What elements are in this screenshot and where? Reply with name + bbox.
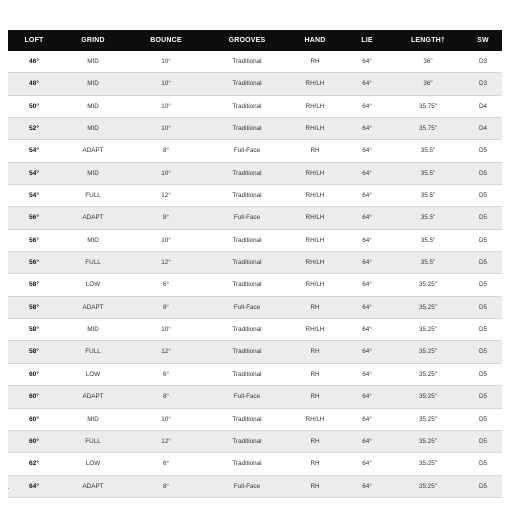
cell-grind: LOW: [60, 453, 126, 475]
table-row: [8, 296, 502, 318]
cell-length: 35.25": [392, 475, 464, 497]
cell-hand: RH: [288, 430, 342, 452]
cell-length: 35.25": [392, 363, 464, 385]
cell-sw: D3: [464, 51, 502, 73]
cell-lie: 64°: [342, 73, 392, 95]
header-row: [8, 30, 502, 51]
cell-bounce: 10°: [126, 408, 206, 430]
cell-grooves: Full-Face: [206, 475, 288, 497]
table-row: [8, 95, 502, 117]
cell-grooves: Full-Face: [206, 296, 288, 318]
cell-grooves: Traditional: [206, 185, 288, 207]
cell-grind: ADAPT: [60, 296, 126, 318]
cell-grind: FULL: [60, 341, 126, 363]
cell-loft: 50°: [8, 95, 60, 117]
cell-sw: D5: [464, 475, 502, 497]
cell-hand: RH: [288, 140, 342, 162]
cell-lie: 64°: [342, 274, 392, 296]
cell-length: 35.5": [392, 140, 464, 162]
cell-hand: RH: [288, 386, 342, 408]
cell-hand: RH: [288, 341, 342, 363]
table-row: [8, 341, 502, 363]
header-grooves: GROOVES: [228, 37, 266, 44]
cell-bounce: 8°: [126, 386, 206, 408]
table-row: [8, 140, 502, 162]
header-grind: GRIND: [81, 37, 105, 44]
cell-loft: 58°: [8, 319, 60, 341]
cell-sw: D5: [464, 252, 502, 274]
cell-loft: 64°: [8, 475, 60, 497]
cell-sw: D5: [464, 408, 502, 430]
cell-lie: 64°: [342, 140, 392, 162]
cell-hand: RH/LH: [288, 229, 342, 251]
cell-sw: D5: [464, 453, 502, 475]
cell-lie: 64°: [342, 118, 392, 140]
cell-grooves: Traditional: [206, 51, 288, 73]
cell-bounce: 12°: [126, 341, 206, 363]
cell-loft: 54°: [8, 140, 60, 162]
cell-grind: FULL: [60, 185, 126, 207]
cell-grooves: Traditional: [206, 274, 288, 296]
cell-grind: FULL: [60, 430, 126, 452]
cell-grind: FULL: [60, 252, 126, 274]
cell-grind: ADAPT: [60, 140, 126, 162]
cell-length: 35.5": [392, 252, 464, 274]
cell-grind: ADAPT: [60, 475, 126, 497]
cell-hand: RH: [288, 363, 342, 385]
table-row: [8, 386, 502, 408]
cell-bounce: 8°: [126, 140, 206, 162]
cell-loft: 60°: [8, 363, 60, 385]
cell-length: 35.5": [392, 207, 464, 229]
cell-grind: ADAPT: [60, 386, 126, 408]
cell-grooves: Traditional: [206, 118, 288, 140]
cell-hand: RH/LH: [288, 185, 342, 207]
cell-length: 35.25": [392, 341, 464, 363]
cell-grind: MID: [60, 408, 126, 430]
cell-length: 36": [392, 51, 464, 73]
cell-grooves: Traditional: [206, 162, 288, 184]
cell-sw: D5: [464, 319, 502, 341]
cell-bounce: 12°: [126, 430, 206, 452]
cell-loft: 60°: [8, 386, 60, 408]
cell-grooves: Traditional: [206, 319, 288, 341]
cell-hand: RH/LH: [288, 162, 342, 184]
cell-sw: D5: [464, 341, 502, 363]
cell-length: 35.75": [392, 118, 464, 140]
cell-hand: RH/LH: [288, 274, 342, 296]
cell-lie: 64°: [342, 386, 392, 408]
cell-bounce: 10°: [126, 162, 206, 184]
cell-length: 35.5": [392, 229, 464, 251]
table-row: [8, 118, 502, 140]
cell-lie: 64°: [342, 51, 392, 73]
cell-loft: 58°: [8, 274, 60, 296]
cell-bounce: 6°: [126, 363, 206, 385]
table-row: [8, 73, 502, 95]
header-sw: SW: [477, 37, 489, 44]
cell-lie: 64°: [342, 296, 392, 318]
cell-lie: 64°: [342, 162, 392, 184]
cell-sw: D5: [464, 207, 502, 229]
cell-length: 35.25": [392, 319, 464, 341]
cell-length: 35.25": [392, 453, 464, 475]
cell-hand: RH/LH: [288, 95, 342, 117]
table-row: [8, 430, 502, 452]
cell-lie: 64°: [342, 341, 392, 363]
cell-grind: MID: [60, 73, 126, 95]
header-hand: HAND: [304, 37, 326, 44]
cell-sw: D4: [464, 95, 502, 117]
cell-sw: D5: [464, 162, 502, 184]
cell-length: 35.25": [392, 274, 464, 296]
cell-hand: RH: [288, 51, 342, 73]
cell-sw: D5: [464, 185, 502, 207]
cell-loft: 54°: [8, 185, 60, 207]
cell-grind: ADAPT: [60, 207, 126, 229]
table-row: [8, 229, 502, 251]
cell-lie: 64°: [342, 95, 392, 117]
cell-lie: 64°: [342, 207, 392, 229]
footnote-mark: [8, 488, 9, 489]
cell-grind: MID: [60, 319, 126, 341]
cell-grooves: Traditional: [206, 229, 288, 251]
cell-lie: 64°: [342, 408, 392, 430]
cell-lie: 64°: [342, 453, 392, 475]
header-bounce: BOUNCE: [150, 37, 182, 44]
cell-loft: 56°: [8, 229, 60, 251]
cell-grooves: Traditional: [206, 408, 288, 430]
cell-length: 35.25": [392, 408, 464, 430]
cell-bounce: 8°: [126, 207, 206, 229]
table-row: [8, 162, 502, 184]
cell-bounce: 12°: [126, 185, 206, 207]
cell-hand: RH: [288, 296, 342, 318]
table-row: [8, 207, 502, 229]
cell-sw: D5: [464, 229, 502, 251]
cell-length: 35.25": [392, 430, 464, 452]
header-length: LENGTH†: [410, 37, 446, 44]
cell-hand: RH/LH: [288, 408, 342, 430]
cell-bounce: 10°: [126, 73, 206, 95]
cell-hand: RH/LH: [288, 207, 342, 229]
cell-grind: MID: [60, 162, 126, 184]
cell-grooves: Traditional: [206, 73, 288, 95]
cell-sw: D3: [464, 73, 502, 95]
cell-lie: 64°: [342, 319, 392, 341]
cell-grooves: Traditional: [206, 252, 288, 274]
cell-lie: 64°: [342, 475, 392, 497]
table-row: [8, 319, 502, 341]
cell-sw: D5: [464, 296, 502, 318]
cell-hand: RH/LH: [288, 319, 342, 341]
cell-lie: 64°: [342, 430, 392, 452]
table-row: [8, 363, 502, 385]
cell-grind: MID: [60, 229, 126, 251]
cell-bounce: 10°: [126, 51, 206, 73]
cell-loft: 58°: [8, 341, 60, 363]
cell-sw: D5: [464, 140, 502, 162]
cell-loft: 52°: [8, 118, 60, 140]
cell-bounce: 10°: [126, 118, 206, 140]
cell-grooves: Traditional: [206, 95, 288, 117]
table-row: [8, 408, 502, 430]
cell-sw: D5: [464, 430, 502, 452]
cell-lie: 64°: [342, 185, 392, 207]
cell-lie: 64°: [342, 229, 392, 251]
cell-sw: D4: [464, 118, 502, 140]
cell-length: 35.25": [392, 386, 464, 408]
cell-grooves: Full-Face: [206, 140, 288, 162]
cell-bounce: 8°: [126, 475, 206, 497]
cell-grind: MID: [60, 95, 126, 117]
table-row: [8, 185, 502, 207]
cell-sw: D5: [464, 363, 502, 385]
cell-loft: 60°: [8, 408, 60, 430]
table-row: [8, 274, 502, 296]
table-row: [8, 475, 502, 497]
cell-length: 35.25": [392, 296, 464, 318]
cell-bounce: 8°: [126, 296, 206, 318]
table-row: [8, 252, 502, 274]
cell-grooves: Full-Face: [206, 207, 288, 229]
cell-loft: 58°: [8, 296, 60, 318]
cell-length: 35.5": [392, 162, 464, 184]
cell-grooves: Full-Face: [206, 386, 288, 408]
cell-lie: 64°: [342, 363, 392, 385]
header-lie: LIE: [361, 37, 373, 44]
cell-bounce: 10°: [126, 319, 206, 341]
table-header: [8, 30, 502, 51]
cell-bounce: 10°: [126, 95, 206, 117]
cell-hand: RH: [288, 453, 342, 475]
cell-grind: LOW: [60, 363, 126, 385]
cell-hand: RH/LH: [288, 252, 342, 274]
cell-length: 36": [392, 73, 464, 95]
wedge-spec-table: [8, 30, 502, 498]
cell-loft: 60°: [8, 430, 60, 452]
cell-bounce: 6°: [126, 453, 206, 475]
cell-loft: 48°: [8, 73, 60, 95]
cell-grooves: Traditional: [206, 341, 288, 363]
cell-sw: D5: [464, 274, 502, 296]
cell-grooves: Traditional: [206, 453, 288, 475]
cell-loft: 54°: [8, 162, 60, 184]
cell-bounce: 6°: [126, 274, 206, 296]
header-loft: LOFT: [24, 37, 44, 44]
cell-hand: RH: [288, 475, 342, 497]
cell-grind: MID: [60, 118, 126, 140]
table-body: [8, 51, 502, 497]
cell-grind: LOW: [60, 274, 126, 296]
cell-loft: 56°: [8, 207, 60, 229]
cell-grooves: Traditional: [206, 363, 288, 385]
cell-sw: D5: [464, 386, 502, 408]
cell-grind: MID: [60, 51, 126, 73]
cell-loft: 62°: [8, 453, 60, 475]
cell-length: 35.5": [392, 185, 464, 207]
cell-bounce: 12°: [126, 252, 206, 274]
table-row: [8, 51, 502, 73]
cell-hand: RH/LH: [288, 73, 342, 95]
cell-loft: 46°: [8, 51, 60, 73]
cell-bounce: 10°: [126, 229, 206, 251]
cell-lie: 64°: [342, 252, 392, 274]
cell-length: 35.75": [392, 95, 464, 117]
table-row: [8, 453, 502, 475]
cell-grooves: Traditional: [206, 430, 288, 452]
cell-hand: RH/LH: [288, 118, 342, 140]
cell-loft: 56°: [8, 252, 60, 274]
